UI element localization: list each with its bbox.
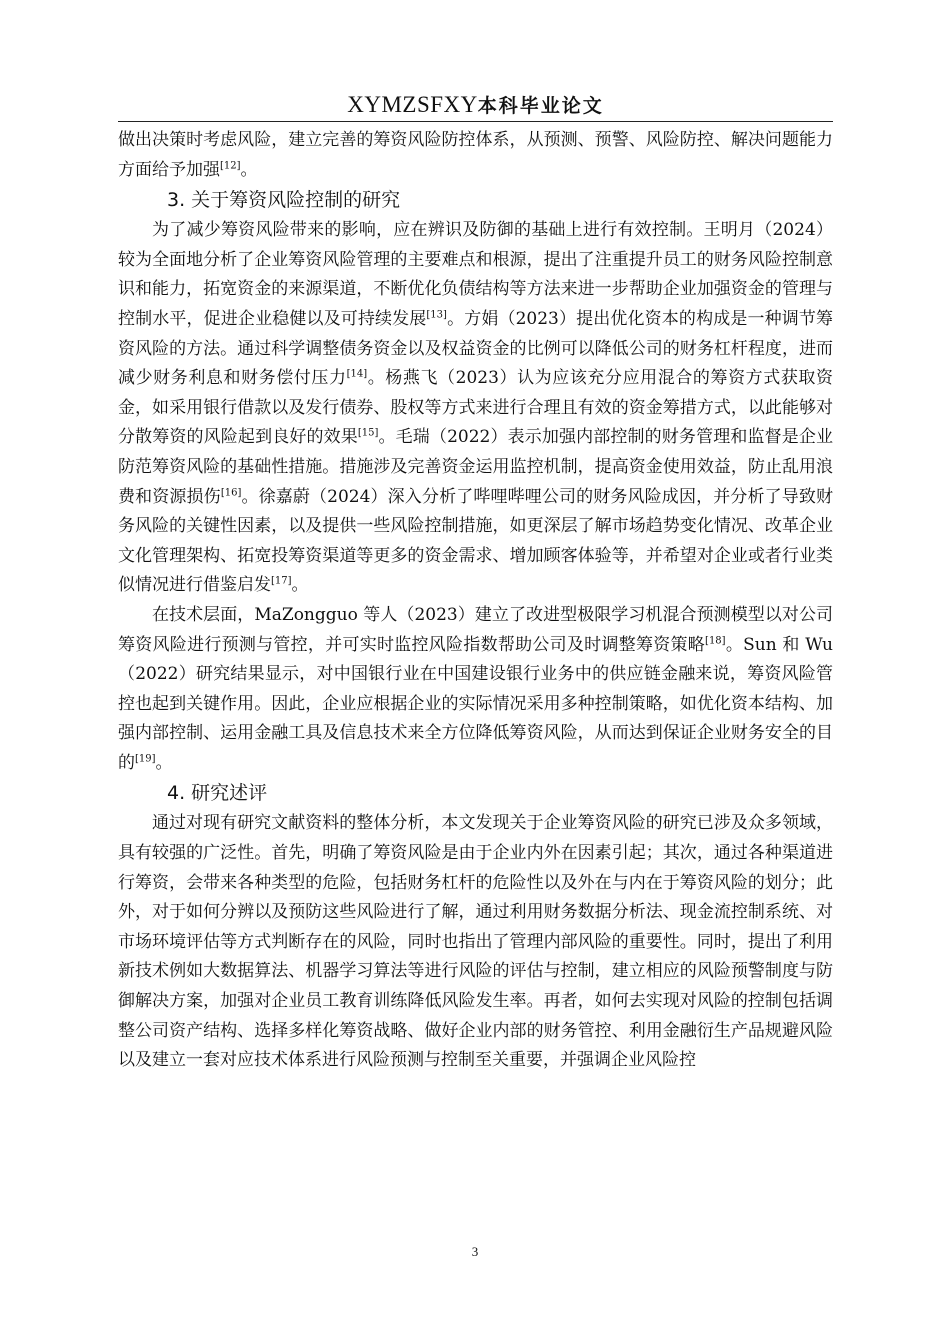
citation-marker: [13] (426, 309, 447, 321)
paragraph-text: 。杨燕飞（2023）认为应该充分应用混合的筹资方式获取资金，如采用银行借款以及发行债券、股权等方式来进行合理且有效的资金筹措方式，以此能够对分散筹资的风险起到良好的效果 (118, 368, 834, 448)
citation-marker: [16] (220, 486, 242, 498)
paragraph-text: 做出决策时考虑风险，建立完善的筹资风险防控体系，从预测、预警、风险防控、解决问题能力方面给予加强 (118, 130, 833, 180)
paragraph-text: 。徐嘉蔚（2024）深入分析了哔哩哔哩公司的财务风险成因，并分析了导致财务风险的关键性因素，以及提供一些风险控制措施，如更深层了解市场趋势变化情况、改革企业文化管理架构、拓宽投筹资渠道等更多的资金需求、增加顾客体验等，并希望对企业或者行业类似情况进行借鉴启发 (118, 486, 834, 596)
body-paragraph (118, 809, 833, 1075)
paragraph-text: 在技术层面，MaZongguo 等人（2023）建立了改进型极限学习机混合预测模型以对公司筹资风险进行预测与管控，并可实时监控风险指数帮助公司及时调整筹资策略 (118, 604, 833, 655)
paragraph-text: 通过对现有研究文献资料的整体分析，本文发现关于企业筹资风险的研究已涉及众多领域，具有较强的广泛性。首先，明确了筹资风险是由于企业内外在因素引起；其次，通过各种渠道进行筹资，会带来各种类型的危险，包括财务杠杆的危险性以及外在与内在于筹资风险的划分；此外，对于如何分辨以及预防这些风险进行了解，通过利用财务数据分析法、现金流控制系统、对市场环境评估等方式判断存在的风险，同时也指出了管理内部风险的重要性。同时，提出了利用新技术例如大数据算法、机器学习算法等进行风险的评估与控制，建立相应的风险预警制度与防御解决方案，加强对企业员工教育训练降低风险发生率。再者，如何去实现对风险的控制包括调整公司资产结构、选择多样化筹资战略、做好企业内部的财务管控、利用金融衍生产品规避风险以及建立一套对应技术体系进行风险预测与控制至关重要，并强调企业风险控 (118, 813, 833, 1071)
paragraph-text: 。方娟（2023）提出优化资本的构成是一种调节筹资风险的方法。通过科学调整债务资金以及权益资金的比例可以降低公司的财务杠杆程度，进而减少财务利息和财务偿付压力 (118, 308, 834, 389)
section-heading: 3. 关于筹资风险控制的研究 (167, 189, 401, 212)
body-paragraph (118, 216, 833, 601)
citation-marker: [17] (271, 575, 292, 587)
page-number: 3 (471, 1244, 479, 1259)
paragraph-text: 。 (291, 575, 309, 596)
header-divider (118, 121, 833, 122)
document-body (118, 126, 833, 1076)
citation-marker: [19] (135, 753, 156, 765)
body-paragraph (118, 601, 833, 779)
citation-marker: [12] (220, 159, 241, 171)
citation-marker: [14] (346, 368, 368, 380)
page-header (118, 92, 833, 119)
paragraph-text: 。 (240, 159, 258, 180)
header-latin-text: XYMZSFXY (347, 92, 478, 117)
paragraph-text: 。 (155, 752, 173, 773)
paragraph-text: 为了减少筹资风险带来的影响，应在辨识及防御的基础上进行有效控制。王明月（2024）较为全面地分析了企业筹资风险管理的主要难点和根源，提出了注重提升员工的财务风险控制意识和能力，拓宽资金的来源渠道，不断优化负债结构等方法来进一步帮助企业加强资金的管理与控制水平，促进企业稳健以及可持续发展 (118, 220, 833, 329)
paragraph-text: 。毛瑞（2022）表示加强内部控制的财务管理和监督是企业防范筹资风险的基础性措施。措施涉及完善资金运用监控机制，提高资金使用效益，防止乱用浪费和资源损伤 (118, 427, 834, 507)
citation-marker: [18] (705, 634, 726, 646)
section-heading: 4. 研究述评 (167, 782, 268, 805)
citation-marker: [15] (357, 427, 379, 439)
header-cjk-text: 本科毕业论文 (477, 95, 604, 117)
body-paragraph (118, 126, 833, 185)
paragraph-text: 。Sun 和 Wu（2022）研究结果显示，对中国银行业在中国建设银行业务中的供应链金融来说，筹资风险管控也起到关键作用。因此，企业应根据企业的实际情况采用多种控制策略，如优化资本结构、加强内部控制、运用金融工具及信息技术来全方位降低筹资风险，从而达到保证企业财务安全的目的 (118, 634, 833, 773)
